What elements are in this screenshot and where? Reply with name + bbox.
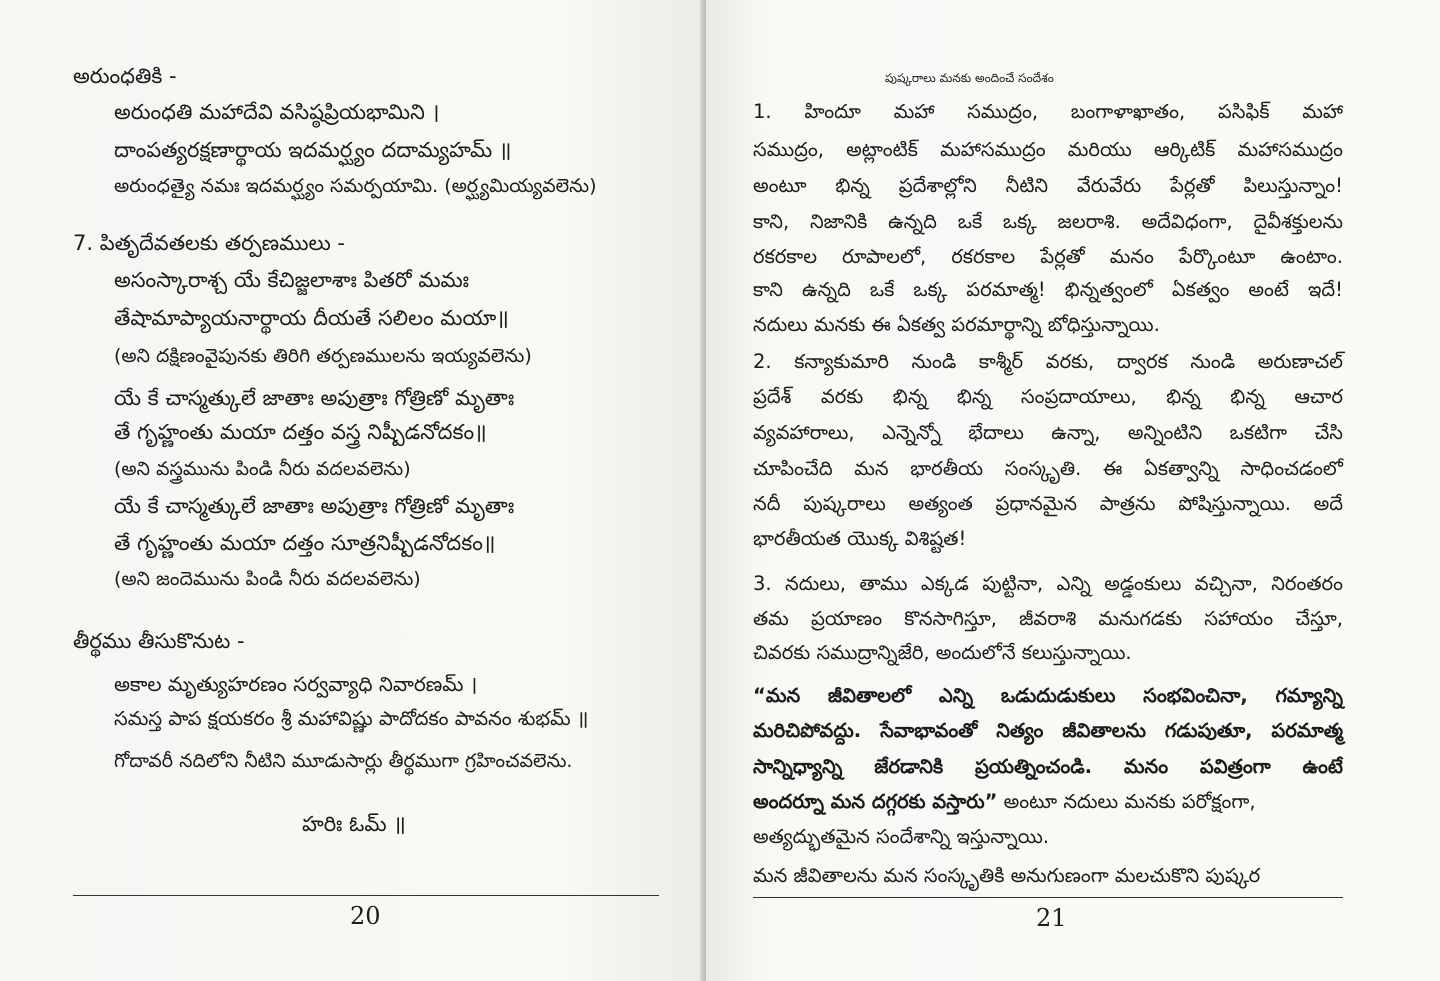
instruction-line: అరుంధత్యై నమః ఇదమర్ఘ్యం సమర్పయామి. (అర్ఘ్యమియ్యవలెను) xyxy=(114,175,597,197)
section-title-teertham: తీర్థము తీసుకొనుట - xyxy=(73,629,245,653)
page-number: 21 xyxy=(1036,904,1067,932)
quote-line-mixed xyxy=(753,788,1343,816)
verse-line: అకాల మృత్యుహరణం సర్వవ్యాధి నివారణమ్ । xyxy=(114,672,478,696)
instruction-line: (అని వస్త్రమును పిండి నీరు వదలవలెను) xyxy=(114,458,411,480)
footer-rule xyxy=(73,895,659,896)
section-title-arundhati: అరుంధతికి - xyxy=(73,64,177,88)
paragraph-line: చివరకు సముద్రాన్నిజేరి, అందులోనే కలుస్తున్నాయి. xyxy=(753,641,1132,664)
instruction-line: (అని జందెమును పిండి నీరు వదలవలెను) xyxy=(114,568,421,590)
verse-line: తే గృహ్ణంతు మయా దత్తం సూత్రనిష్పీడనోదకం॥ xyxy=(114,531,496,555)
paragraph-line: చూపించేది మన భారతీయ సంస్కృతి. ఈ ఏకత్వాన్ని సాధించడంలో xyxy=(753,457,1343,480)
left-page xyxy=(0,0,706,981)
paragraph-line: కాని, నిజానికి ఉన్నది ఒకే ఒక్క జలరాశి. అదేవిధంగా, దైవీశక్తులను xyxy=(753,210,1343,233)
paragraph-line: వ్యవహారాలు, ఎన్నెన్నో భేదాలు ఉన్నా, అన్నింటిని ఒకటిగా చేసి xyxy=(753,421,1343,444)
verse-line: తేషామాప్యాయనార్థాయ దీయతే సలిలం మయా॥ xyxy=(114,306,509,330)
paragraph-line: 2. కన్యాకుమారి నుండి కాశ్మీర్ వరకు, ద్వారక నుండి అరుణాచల్ xyxy=(753,350,1343,373)
verse-line: యే కే చాస్మత్కులే జాతాః అపుత్రాః గోత్రిణో మృతాః xyxy=(114,494,515,518)
closing-line: హరిః ఓమ్ ॥ xyxy=(302,812,406,836)
paragraph-line: 3. నదులు, తాము ఎక్కడ పుట్టినా, ఎన్ని అడ్డంకులు వచ్చినా, నిరంతరం xyxy=(753,572,1343,595)
page-heading: పుష్కరాలు మనకు అందించే సందేశం xyxy=(885,71,1054,85)
page-number: 20 xyxy=(350,902,381,930)
paragraph-line: 1. హిందూ మహా సముద్రం, బంగాళాఖాతం, పసిఫిక్ మహా xyxy=(753,100,1343,123)
instruction-line: గోదావరీ నదిలోని నీటిని మూడుసార్లు తీర్థముగా గ్రహించవలెను. xyxy=(114,750,573,772)
paragraph-line: రకరకాల రూపాలలో, రకరకాల పేర్లతో మనం పేర్కొంటూ ఉంటాం. xyxy=(753,245,1343,268)
paragraph-line: భారతీయత యొక్క విశిష్టత! xyxy=(753,527,967,550)
quote-line: సాన్నిధ్యాన్ని జేరడానికి ప్రయత్నించండి. మనం పవిత్రంగా ఉంటే xyxy=(753,755,1343,778)
paragraph-line: అత్యద్భుతమైన సందేశాన్ని ఇస్తున్నాయి. xyxy=(753,825,1050,848)
paragraph-line: కాని ఉన్నది ఒకే ఒక్క పరమాత్మ! భిన్నత్వంలో ఏకత్వం అంటే ఇదే! xyxy=(753,278,1343,301)
paragraph-line: అంటూ భిన్న ప్రదేశాల్లోని నీటిని వేరువేరు పేర్లతో పిలుస్తున్నాం! xyxy=(753,174,1343,197)
footer-rule xyxy=(753,897,1343,898)
paragraph-line: మన జీవితాలను మన సంస్కృతికి అనుగుణంగా మలచుకొని పుష్కర xyxy=(753,864,1261,887)
paragraph-line: తమ ప్రయాణం కొనసాగిస్తూ, జీవరాశి మనుగడకు సహాయం చేస్తూ, xyxy=(753,607,1343,630)
paragraph-line: ప్రదేశ్ వరకు భిన్న భిన్న సంప్రదాయాలు, భిన్న భిన్న ఆచార xyxy=(753,385,1343,408)
verse-line: అసంస్కారాశ్చ యే కేచిజ్జలాశాః పితరో మమః xyxy=(114,268,469,292)
paragraph-line: నదీ పుష్కరాలు అత్యంత ప్రధానమైన పాత్రను పోషిస్తున్నాయి. అదే xyxy=(753,492,1343,515)
paragraph-line: సముద్రం, అట్లాంటిక్ మహాసముద్రం మరియు ఆర్కిటిక్ మహాసముద్రం xyxy=(753,138,1343,161)
verse-line: అరుంధతి మహాదేవి వసిష్ఠప్రియభామిని । xyxy=(114,100,440,124)
verse-line: సమస్త పాప క్షయకరం శ్రీ మహావిష్ణు పాదోదకం పావనం శుభమ్ ॥ xyxy=(114,707,589,730)
quote-end-bold: అందర్నూ మన దగ్గరకు వస్తారు” xyxy=(753,790,998,813)
verse-line: యే కే చాస్మత్కులే జాతాః అపుత్రాః గోత్రిణో మృతాః xyxy=(114,386,515,410)
instruction-line: (అని దక్షిణంవైపునకు తిరిగి తర్పణములను ఇయ్యవలెను) xyxy=(114,345,532,367)
quote-line: మరిచిపోవద్దు. సేవాభావంతో నిత్యం జీవితాలను గడుపుతూ, పరమాత్మ xyxy=(753,719,1343,742)
section-title-tarpanam: 7. పితృదేవతలకు తర్పణములు - xyxy=(73,231,345,255)
verse-line: తే గృహ్ణంతు మయా దత్తం వస్త్ర నిష్పీడనోదకం॥ xyxy=(114,420,487,444)
paragraph-line: నదులు మనకు ఈ ఏకత్వ పరమార్థాన్ని బోధిస్తున్నాయి. xyxy=(753,313,1160,336)
verse-line: దాంపత్యరక్షణార్థాయ ఇదమర్ఘ్యం దదామ్యహమ్ ॥ xyxy=(114,138,512,162)
quote-attribution: అంటూ నదులు మనకు పరోక్షంగా, xyxy=(997,790,1256,813)
quote-line: “మన జీవితాలలో ఎన్ని ఒడుదుడుకులు సంభవించినా, గమ్యాన్ని xyxy=(753,684,1343,707)
